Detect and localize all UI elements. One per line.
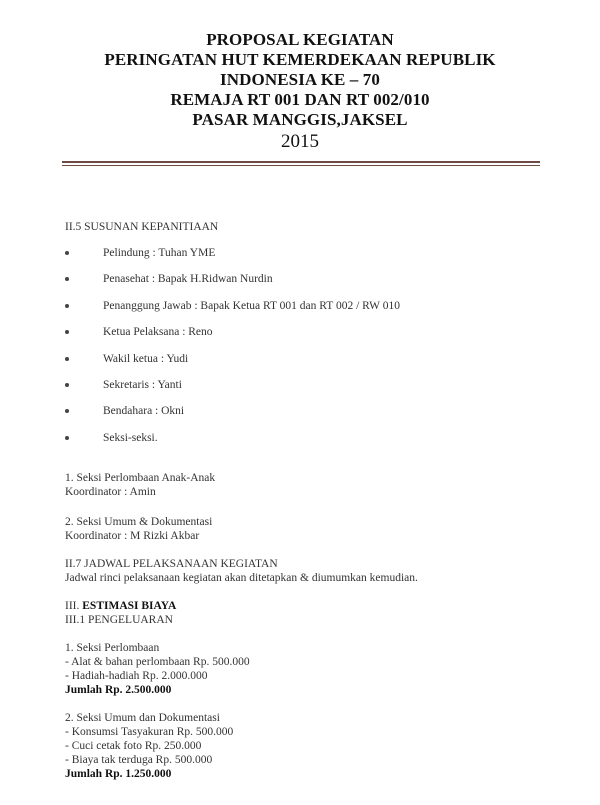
- header-divider-thick: [62, 161, 540, 163]
- group-1-total: Jumlah Rp. 2.500.000: [65, 684, 172, 697]
- list-item: [65, 431, 545, 457]
- bullet-icon: [65, 357, 69, 361]
- bullet-icon: [65, 304, 69, 308]
- list-item: [65, 272, 545, 298]
- group-2-title: 2. Seksi Umum dan Dokumentasi: [65, 712, 220, 725]
- list-item-text: Ketua Pelaksana : Reno: [103, 326, 213, 339]
- header-divider-thin: [62, 165, 540, 166]
- bullet-icon: [65, 436, 69, 440]
- header-line-5: PASAR MANGGIS,JAKSEL: [192, 110, 408, 129]
- estimasi-title: ESTIMASI BIAYA: [82, 600, 177, 613]
- bullet-icon: [65, 330, 69, 334]
- bullet-icon: [65, 409, 69, 413]
- list-item-text: Seksi-seksi.: [103, 431, 158, 444]
- estimasi-number: III.: [65, 600, 80, 613]
- header-line-3: INDONESIA KE – 70: [220, 70, 380, 89]
- list-item-text: Penasehat : Bapak H.Ridwan Nurdin: [103, 273, 273, 286]
- list-item-text: Penanggung Jawab : Bapak Ketua RT 001 dan RT 002 / RW 010: [103, 299, 400, 312]
- list-item: [65, 246, 545, 272]
- header-line-1: PROPOSAL KEGIATAN: [206, 30, 394, 49]
- pengeluaran-heading: III.1 PENGELUARAN: [65, 614, 173, 627]
- header-line-4: REMAJA RT 001 DAN RT 002/010: [170, 90, 430, 109]
- list-item: [65, 378, 545, 404]
- seksi-2-title: 2. Seksi Umum & Dokumentasi: [65, 516, 213, 529]
- document-body: [65, 220, 545, 781]
- group-2-item: - Konsumsi Tasyakuran Rp. 500.000: [65, 726, 234, 739]
- bullet-icon: [65, 251, 69, 255]
- group-1-item: - Alat & bahan perlombaan Rp. 500.000: [65, 656, 250, 669]
- bullet-icon: [65, 277, 69, 281]
- group-1-item: - Hadiah-hadiah Rp. 2.000.000: [65, 670, 208, 683]
- list-item: [65, 299, 545, 325]
- seksi-1-coordinator: Koordinator : Amin: [65, 486, 156, 499]
- list-item-text: Sekretaris : Yanti: [103, 378, 182, 391]
- proposal-header: [0, 30, 600, 153]
- seksi-2-coordinator: Koordinator : M Rizki Akbar: [65, 530, 200, 543]
- group-2-item: - Cuci cetak foto Rp. 250.000: [65, 740, 202, 753]
- list-item-text: Bendahara : Okni: [103, 405, 185, 418]
- list-item-text: Wakil ketua : Yudi: [103, 352, 189, 365]
- committee-list: [65, 246, 545, 457]
- list-item: [65, 404, 545, 430]
- susunan-heading: II.5 SUSUNAN KEPANITIAAN: [65, 221, 219, 233]
- group-1-title: 1. Seksi Perlombaan: [65, 642, 160, 655]
- list-item: [65, 325, 545, 351]
- jadwal-heading: II.7 JADWAL PELAKSANAAN KEGIATAN: [65, 558, 278, 571]
- list-item-text: Pelindung : Tuhan YME: [103, 247, 216, 259]
- bullet-icon: [65, 383, 69, 387]
- jadwal-text: Jadwal rinci pelaksanaan kegiatan akan ditetapkan & diumumkan kemudian.: [65, 572, 418, 585]
- estimasi-heading: [65, 599, 545, 613]
- header-year: 2015: [281, 131, 319, 152]
- list-item: [65, 352, 545, 378]
- header-line-2: PERINGATAN HUT KEMERDEKAAN REPUBLIK: [104, 50, 496, 69]
- group-2-total: Jumlah Rp. 1.250.000: [65, 768, 172, 781]
- seksi-1-title: 1. Seksi Perlombaan Anak-Anak: [65, 472, 216, 485]
- group-2-item: - Biaya tak terduga Rp. 500.000: [65, 754, 213, 767]
